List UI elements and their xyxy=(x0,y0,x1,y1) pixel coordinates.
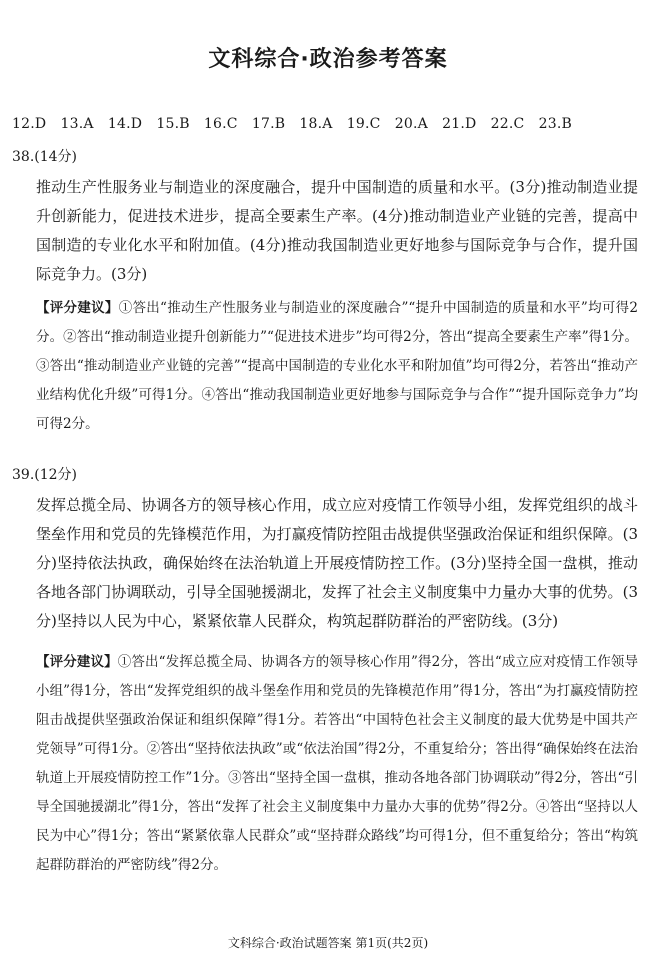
page-title: 文科综合·政治参考答案 xyxy=(208,47,448,72)
question-39-answer xyxy=(36,491,638,636)
scoring-note-text: ①答出“推动生产性服务业与制造业的深度融合”“提升中国制造的质量和水平”均可得2分。②答出“推动制造业提升创新能力”“促进技术进步”均可得2分，答出“提高全要素生产率”得1分。③答出“推动制造业产业链的完善”“提高中国制造的专业化水平和附加值”均可得2分，若答出“推动产业结构优化升级”可得1分。④答出“推动我国制造业更好地参与国际竞争与合作”“提升国际竞争力”均可得2分。 xyxy=(36,300,639,432)
question-38-answer-text: 推动生产性服务业与制造业的深度融合，提升中国制造的质量和水平。(3分)推动制造业提升创新能力，促进技术进步，提高全要素生产率。(4分)推动制造业产业链的完善，提高中国制造的专业化水平和附加值。(4分)推动我国制造业更好地参与国际竞争与合作，提升国际竞争力。(3分) xyxy=(36,178,638,283)
question-39-heading: 39.(12分) xyxy=(12,467,78,483)
question-39-scoring-note xyxy=(36,648,638,880)
question-39-answer-text: 发挥总揽全局、协调各方的领导核心作用，成立应对疫情工作领导小组，发挥党组织的战斗堡垒作用和党员的先锋模范作用，为打赢疫情防控阻击战提供坚强政治保证和组织保障。(3分)坚持依法执政，确保始终在法治轨道上开展疫情防控工作。(3分)坚持全国一盘棋，推动各地各部门协调联动，引导全国驰援湖北，发挥了社会主义制度集中力量办大事的优势。(3分)坚持以人民为中心，紧紧依靠人民群众，构筑起群防群治的严密防线。(3分) xyxy=(36,496,638,630)
choice-answers: 12.D 13.A 14.D 15.B 16.C 17.B 18.A 19.C 20.A 21.D 22.C 23.B xyxy=(12,116,572,132)
scoring-note-tag: 【评分建议】 xyxy=(36,300,119,316)
question-38-scoring-note xyxy=(36,294,638,439)
question-38-answer xyxy=(36,173,638,289)
scoring-note-tag: 【评分建议】 xyxy=(36,654,118,670)
scoring-note-text: ①答出“发挥总揽全局、协调各方的领导核心作用”得2分，答出“成立应对疫情工作领导小组”得1分，答出“发挥党组织的战斗堡垒作用和党员的先锋模范作用”得1分，答出“为打赢疫情防控阻击战提供坚强政治保证和组织保障”得1分。若答出“中国特色社会主义制度的最大优势是中国共产党领导”可得1分。②答出“坚持依法执政”或“依法治国”得2分，不重复给分；答出得“确保始终在法治轨道上开展疫情防控工作”1分。③答出“坚持全国一盘棋，推动各地各部门协调联动”得2分，答出“引导全国驰援湖北”得1分，答出“发挥了社会主义制度集中力量办大事的优势”得2分。④答出“坚持以人民为中心”得1分；答出“紧紧依靠人民群众”或“坚持群众路线”均可得1分，但不重复给分；答出“构筑起群防群治的严密防线”得2分。 xyxy=(36,654,639,873)
question-38-heading: 38.(14分) xyxy=(12,149,78,165)
page-footer: 文科综合·政治试题答案 第1页(共2页) xyxy=(227,936,429,950)
